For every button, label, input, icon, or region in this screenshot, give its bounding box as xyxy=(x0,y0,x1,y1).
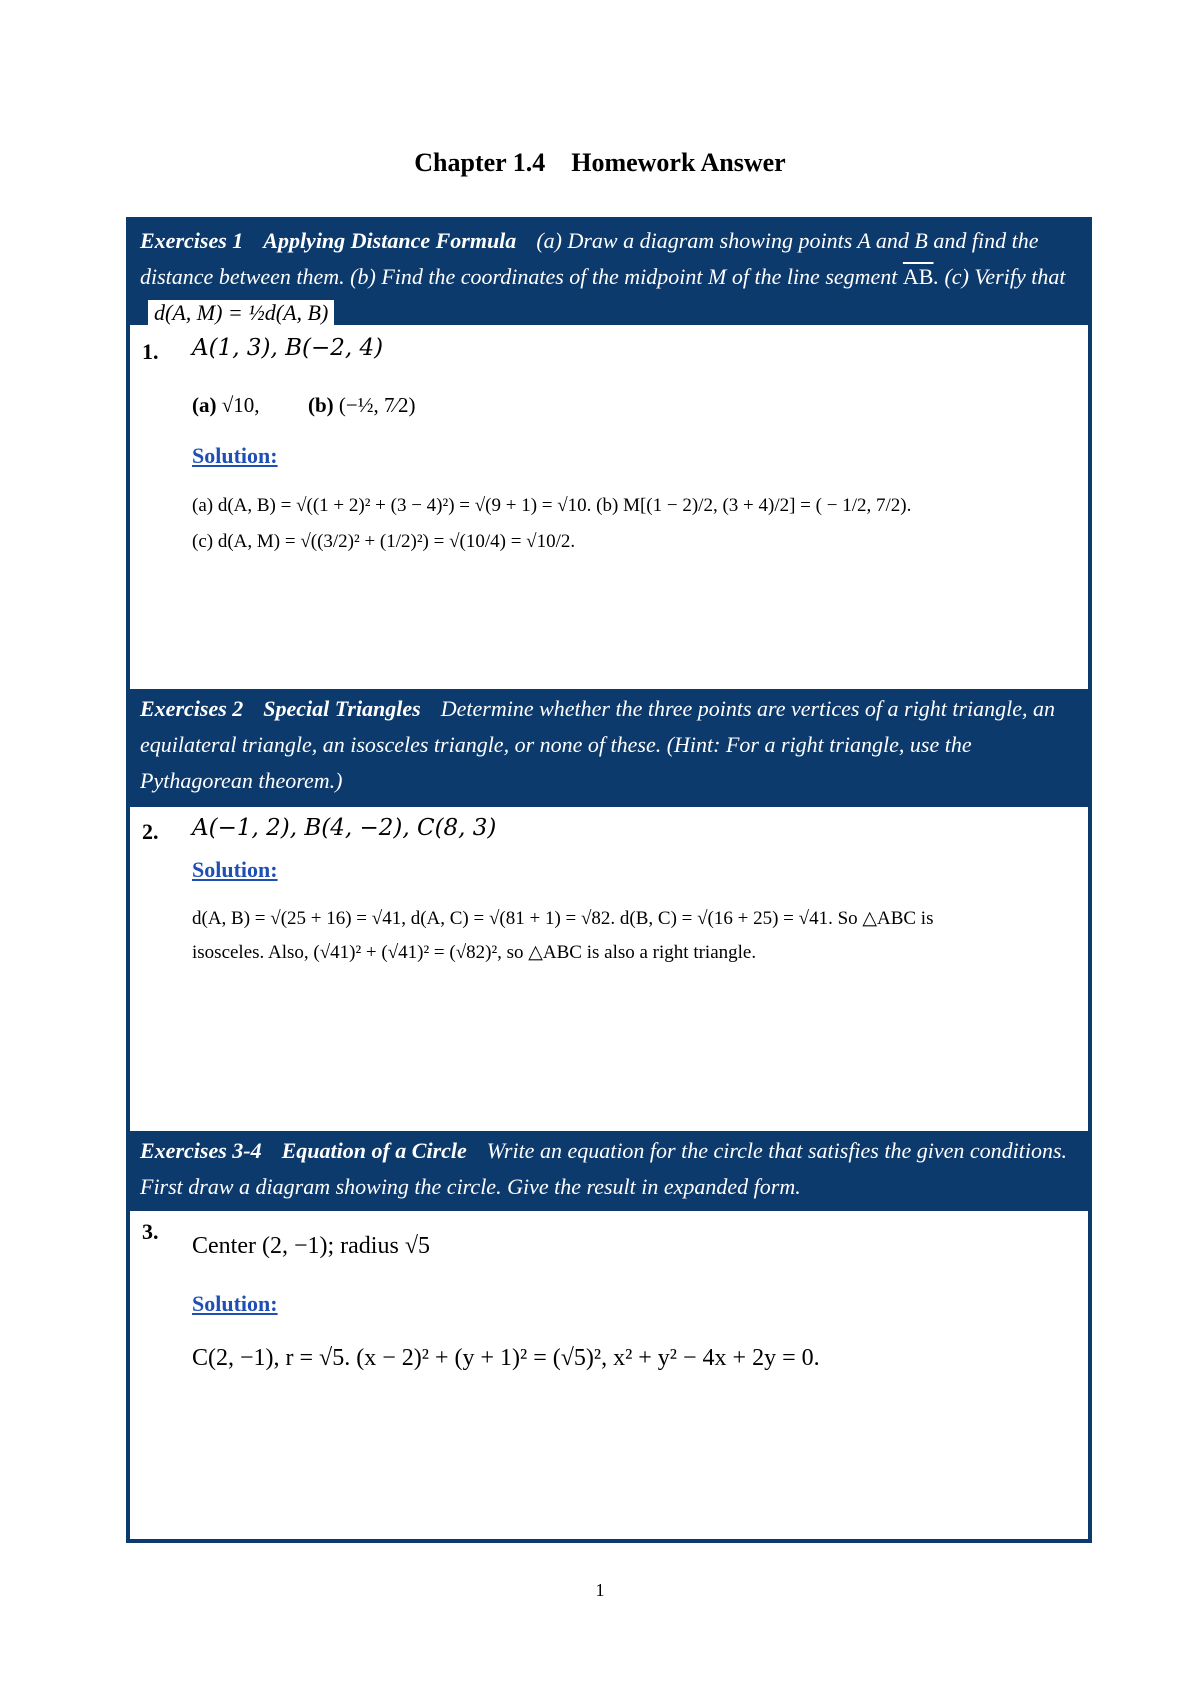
answer-b xyxy=(308,393,416,418)
answer-b-label: (b) xyxy=(308,393,334,417)
exercise-3-label: Exercises 3-4 xyxy=(140,1138,262,1163)
exercise-1-body xyxy=(130,325,1088,689)
exercise-1-instructions: (a) Draw a diagram showing points A and B and find the distance between them. (b) Find the coordinates of the midpoint M of the line segment xyxy=(140,228,1039,289)
solution-label: Solution: xyxy=(192,1291,278,1316)
solution-line-2: (c) d(A, M) = √((3/2)² + (1/2)²) = √(10/4) = √10/2. xyxy=(192,531,576,552)
problem-statement: Center (2, −1); radius √5 xyxy=(192,1233,430,1259)
segment-ab: $\overline{AB}$ xyxy=(902,264,934,289)
exercise-1-label: Exercises 1 xyxy=(140,228,244,253)
answer-a-label: (a) xyxy=(192,393,217,417)
solution-line-1: d(A, B) = √(25 + 16) = √41, d(A, C) = √(81 + 1) = √82. d(B, C) = √(16 + 25) = √41. So △ABC is xyxy=(192,908,934,929)
verify-text: . (c) Verify that xyxy=(933,264,1066,289)
solution-line-2: isosceles. Also, (√41)² + (√41)² = (√82)², so △ABC is also a right triangle. xyxy=(192,942,757,963)
problem-statement: A(1, 3), B(−2, 4) xyxy=(192,335,384,361)
title-chapter: Chapter 1.4 xyxy=(414,148,546,177)
exercise-3-header xyxy=(130,1131,1088,1211)
exercise-2-label: Exercises 2 xyxy=(140,696,244,721)
answer-b-value: (−½, 7⁄2) xyxy=(338,393,416,417)
problem-number: 3. xyxy=(142,1219,159,1244)
exercise-frame xyxy=(126,217,1092,1543)
exercise-2-topic: Special Triangles xyxy=(263,696,421,721)
solution-label: Solution: xyxy=(192,443,278,468)
exercise-2-header xyxy=(130,689,1088,807)
exercise-2-instructions: Determine whether the three points are vertices of a right triangle, an equilateral triangle, an isosceles triangle, or none of these. (Hint: For a right triangle, use the Pythagorean theorem.) xyxy=(140,696,1055,793)
page-title xyxy=(0,148,1200,178)
solution-line-1: (a) d(A, B) = √((1 + 2)² + (3 − 4)²) = √(9 + 1) = √10. (b) M[(1 − 2)/2, (3 + 4)/2] = ( − 1/2, 7/2). xyxy=(192,495,912,516)
problem-number: 1. xyxy=(142,339,159,364)
exercise-1-header xyxy=(130,221,1088,325)
answer-a xyxy=(192,393,260,418)
exercise-1-topic: Applying Distance Formula xyxy=(263,228,517,253)
page-number: 1 xyxy=(595,1580,605,1600)
exercise-3-body xyxy=(130,1211,1088,1539)
exercise-3-instructions: Write an equation for the circle that satisfies the given conditions. First draw a diagram showing the circle. Give the result in expanded form. xyxy=(140,1138,1068,1199)
exercise-2-body xyxy=(130,807,1088,1131)
solution-label: Solution: xyxy=(192,857,278,882)
solution-line-1: C(2, −1), r = √5. (x − 2)² + (y + 1)² = (√5)², x² + y² − 4x + 2y = 0. xyxy=(192,1345,820,1371)
answer-a-value: √10, xyxy=(221,393,260,417)
exercise-3-topic: Equation of a Circle xyxy=(281,1138,467,1163)
title-homework: Homework Answer xyxy=(571,148,786,177)
problem-statement: A(−1, 2), B(4, −2), C(8, 3) xyxy=(192,815,497,841)
verify-formula: d(A, M) = ½d(A, B) xyxy=(148,300,334,326)
problem-number: 2. xyxy=(142,819,159,844)
